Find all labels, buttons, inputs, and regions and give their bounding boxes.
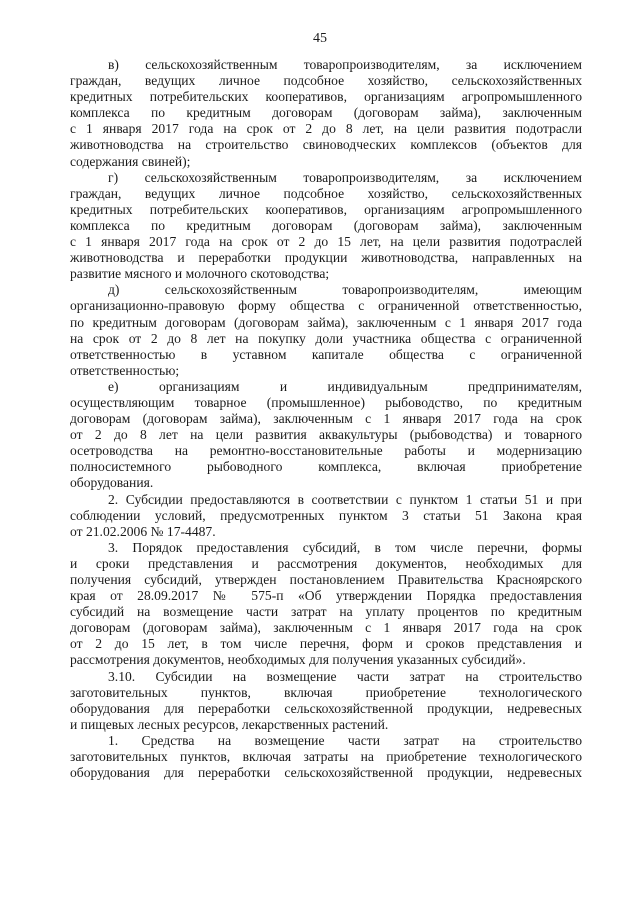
text-line: 3.10. Субсидии на возмещение части затрат на строительство [108,668,582,684]
paragraph-item-v [70,57,582,170]
text-line: содержания свиней); [70,153,191,169]
text-line: ответственностью в уставном капитале общества с ограниченной [70,346,582,362]
text-line: развитие мясного и молочного скотоводства; [70,266,330,282]
text-line: соблюдении условий, предусмотренных пунктом 3 статьи 51 Закона края [70,507,582,523]
page-number: 45 [313,31,327,46]
text-line: договорам (договорам займа), заключенным с 1 января 2017 года на срок [70,620,582,636]
text-line: с 1 января 2017 года на срок от 2 до 15 лет, на цели развития подотраслей [70,234,582,250]
text-line: получения субсидий, утвержден постановлением Правительства Красноярского [70,572,582,587]
text-line: субсидий на возмещение части затрат на уплату процентов по кредитным [70,604,582,620]
text-line: от 2 до 15 лет, в том числе перечня, форм и сроков представления и [70,636,582,652]
text-line: животноводства и переработки продукции животноводства, направленных на [70,250,582,266]
paragraph-clause-3-10 [70,669,582,733]
text-line: и пищевых лесных ресурсов, лекарственных растений. [70,716,389,732]
text-line: от 21.02.2006 № 17-4487. [70,523,216,539]
text-line: оборудования для переработки сельскохозяйственной продукции, недревесных [70,700,582,716]
text-line: е) организациям и индивидуальным предпринимателям, [108,378,582,394]
text-line: 2. Субсидии предоставляются в соответствии с пунктом 1 статьи 51 и при [108,491,582,507]
text-line: 1. Средства на возмещение части затрат на строительство [108,732,582,748]
text-line: кредитных потребительских кооперативов, организациям агропромышленного [70,201,582,217]
text-line: договорам (договорам займа), заключенным с 1 января 2017 года на срок [70,411,582,427]
text-line: в) сельскохозяйственным товаропроизводителям, за исключением [108,57,582,72]
text-line: оборудования. [70,475,154,491]
text-line: комплекса по кредитным договорам (договорам займа), заключенным [70,217,582,233]
text-line: с 1 января 2017 года на срок от 2 до 8 лет, на цели развития подотрасли [70,121,582,137]
paragraph-clause-2 [70,492,582,540]
text-line: осуществляющим товарное (промышленное) рыбоводство, по кредитным [70,394,582,410]
paragraph-clause-3 [70,540,582,669]
text-line: оборудования для переработки сельскохозяйственной продукции, недревесных [70,765,582,781]
text-line: полносистемного рыбоводного комплекса, включая приобретение [70,459,582,475]
text-line: 3. Порядок предоставления субсидий, в том числе перечни, формы [108,539,582,555]
text-line: рассмотрения документов, необходимых для получения указанных субсидий». [70,652,526,668]
text-line: края от 28.09.2017 № 575-п «Об утверждении Порядка предоставления [70,588,582,604]
text-line: комплекса по кредитным договорам (договорам займа), заключенным [70,105,582,121]
text-line: заготовительных пунктов, включая приобретение технологического [70,684,582,700]
paragraph-item-d [70,282,582,379]
text-line: осетроводства на ремонтно-восстановительные работы и модернизацию [70,443,582,459]
paragraph-item-e [70,379,582,492]
text-line: кредитных потребительских кооперативов, организациям агропромышленного [70,89,582,105]
text-line: по кредитным договорам (договорам займа), заключенным с 1 января 2017 года [70,314,582,330]
paragraph-clause-1 [70,733,582,781]
text-line: г) сельскохозяйственным товаропроизводителям, за исключением [108,169,582,185]
text-line: граждан, ведущих личное подсобное хозяйство, сельскохозяйственных [70,185,582,201]
text-line: животноводства на строительство свиноводческих комплексов (объектов для [70,137,582,153]
text-line: граждан, ведущих личное подсобное хозяйство, сельскохозяйственных [70,73,582,89]
text-line: и сроки представления и рассмотрения документов, необходимых для [70,555,582,571]
text-line: от 2 до 8 лет на цели развития аквакультуры (рыбоводства) и товарного [70,427,582,443]
text-line: заготовительных пунктов, включая затраты на приобретение технологического [70,749,582,765]
text-line: на срок от 2 до 8 лет на покупку доли участника общества с ограниченной [70,330,582,346]
text-line: ответственностью; [70,362,180,378]
text-line: организационно-правовую форму общества с ограниченной ответственностью, [70,298,582,314]
paragraph-item-g [70,170,582,283]
text-line: д) сельскохозяйственным товаропроизводителям, имеющим [108,282,582,298]
document-body [70,57,582,781]
